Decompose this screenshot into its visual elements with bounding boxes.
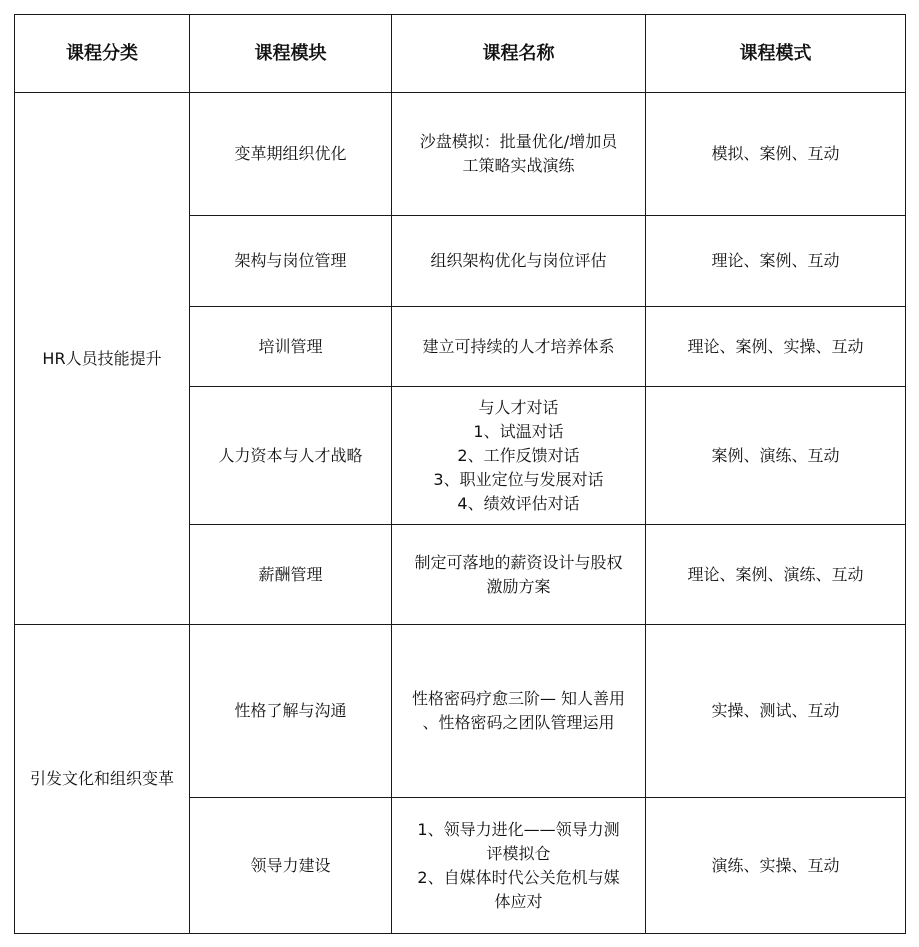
course-table <box>14 14 906 934</box>
course-name-line: 3、职业定位与发展对话 <box>433 469 604 489</box>
course-name-line: 评模拟仓 <box>486 843 551 863</box>
course-name-cell <box>392 307 646 387</box>
module-cell: 性格了解与沟通 <box>190 625 392 798</box>
mode-cell: 实操、测试、互动 <box>646 625 906 798</box>
table-row <box>15 93 906 216</box>
module-cell: 薪酬管理 <box>190 525 392 625</box>
category-cell: 引发文化和组织变革 <box>15 625 190 934</box>
course-name-line: 1、领导力进化——领导力测 <box>417 819 620 839</box>
mode-cell: 理论、案例、实操、互动 <box>646 307 906 387</box>
course-name-line: 、性格密码之团队管理运用 <box>422 713 615 732</box>
table-row <box>15 625 906 798</box>
course-name-cell <box>392 387 646 525</box>
header-module: 课程模块 <box>190 15 392 93</box>
module-cell: 人力资本与人才战略 <box>190 387 392 525</box>
course-name-line: 4、绩效评估对话 <box>457 493 580 513</box>
course-name-cell <box>392 525 646 625</box>
course-name-line: 1、试温对话 <box>473 421 564 441</box>
mode-cell: 理论、案例、互动 <box>646 216 906 307</box>
course-name-line: 体应对 <box>494 891 543 911</box>
course-name-line: 工策略实战演练 <box>462 156 575 175</box>
course-name-line: 2、工作反馈对话 <box>457 445 580 465</box>
mode-cell: 演练、实操、互动 <box>646 798 906 934</box>
module-cell: 变革期组织优化 <box>190 93 392 216</box>
mode-cell: 理论、案例、演练、互动 <box>646 525 906 625</box>
mode-cell: 案例、演练、互动 <box>646 387 906 525</box>
course-name-cell <box>392 93 646 216</box>
course-name-line: 沙盘模拟：批量优化/增加员 <box>419 132 618 151</box>
module-cell: 领导力建设 <box>190 798 392 934</box>
header-course-mode: 课程模式 <box>646 15 906 93</box>
course-name-cell <box>392 625 646 798</box>
course-name-cell <box>392 798 646 934</box>
course-name-line: 与人才对话 <box>478 397 559 417</box>
mode-cell: 模拟、案例、互动 <box>646 93 906 216</box>
course-name-line: 制定可落地的薪资设计与股权 <box>414 552 623 572</box>
course-name-line: 组织架构优化与岗位评估 <box>430 251 607 270</box>
header-row <box>15 15 906 93</box>
header-course-name: 课程名称 <box>392 15 646 93</box>
module-cell: 架构与岗位管理 <box>190 216 392 307</box>
category-cell: HR人员技能提升 <box>15 93 190 625</box>
course-name-cell <box>392 216 646 307</box>
course-name-line: 2、自媒体时代公关危机与媒 <box>417 867 620 887</box>
module-cell: 培训管理 <box>190 307 392 387</box>
course-name-line: 建立可持续的人才培养体系 <box>422 336 615 356</box>
course-name-line: 激励方案 <box>486 576 551 596</box>
header-category: 课程分类 <box>15 15 190 93</box>
course-name-line: 性格密码疗愈三阶— 知人善用 <box>411 689 626 708</box>
